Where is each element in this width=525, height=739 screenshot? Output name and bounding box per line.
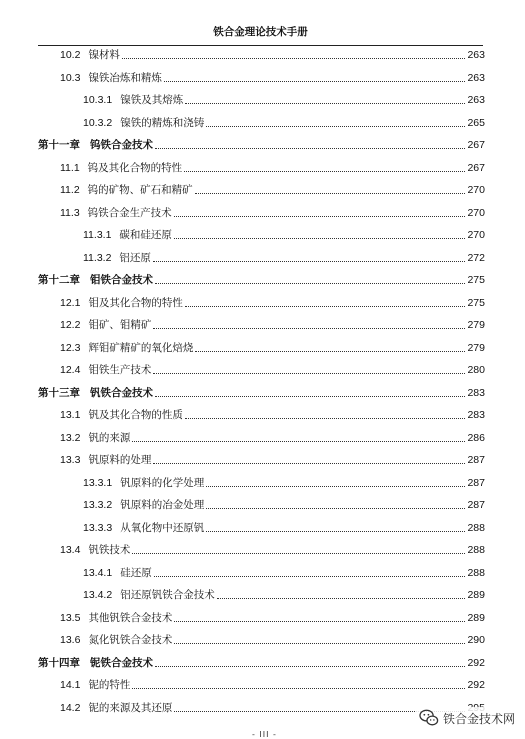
toc-chapter-row[interactable]	[38, 652, 485, 675]
toc-page-number: 267	[467, 161, 485, 174]
toc-page-number: 270	[467, 229, 485, 241]
toc-entry-title: 钨铁合金技术	[90, 139, 153, 151]
dot-leader	[155, 282, 465, 284]
page-number-mark: - III -	[252, 730, 277, 739]
toc-page-number: 263	[467, 94, 485, 106]
toc-entry-number: 13.3.2	[83, 499, 113, 511]
dot-leader	[155, 665, 465, 667]
toc-entry-row[interactable]	[38, 202, 485, 225]
dot-leader	[164, 80, 466, 82]
toc-entry-number: 13.4.1	[83, 566, 113, 579]
dot-leader	[206, 485, 465, 487]
toc-entry-title: 钒铁合金技术	[90, 386, 153, 399]
toc-entry-title: 钒原料的处理	[88, 454, 152, 466]
dot-leader	[195, 192, 466, 194]
toc-entry-number: 13.2	[60, 431, 81, 444]
toc-page-number: 288	[467, 566, 485, 579]
dot-leader	[174, 642, 465, 644]
toc-entry-title: 从氧化物中还原钒	[120, 521, 205, 534]
toc-entry-title: 钨及其化合物的特性	[87, 161, 183, 174]
wechat-icon	[419, 709, 439, 727]
toc-page-number: 290	[467, 634, 485, 646]
toc-entry-title: 钨铁合金生产技术	[87, 206, 172, 219]
toc-entry-title: 镍铁的精炼和浇铸	[120, 116, 205, 129]
toc-entry-row[interactable]	[38, 562, 485, 585]
toc-entry-number: 14.2	[60, 701, 81, 714]
toc-entry-title: 硅还原	[120, 566, 152, 579]
toc-entry-title: 镍铁冶炼和精炼	[88, 71, 162, 84]
toc-entry-title: 钼铁合金技术	[90, 274, 153, 286]
dot-leader	[154, 575, 466, 577]
toc-page-number: 270	[467, 206, 485, 219]
toc-chapter-row[interactable]	[38, 382, 485, 405]
toc-entry-number: 第十三章	[38, 386, 80, 399]
dot-leader	[217, 597, 466, 599]
toc-entry-number: 第十一章	[38, 139, 80, 151]
toc-page-number: 263	[467, 49, 485, 61]
toc-page-number: 289	[467, 611, 485, 624]
toc-page-number: 275	[467, 296, 485, 309]
toc-entry-number: 14.1	[60, 679, 81, 691]
toc-page-number: 279	[467, 319, 485, 331]
dot-leader	[206, 530, 465, 532]
toc-page-number: 280	[467, 364, 485, 376]
dot-leader	[153, 260, 466, 262]
toc-page-number: 287	[467, 499, 485, 511]
toc-page-number: 287	[467, 454, 485, 466]
dot-leader	[195, 350, 465, 352]
toc-entry-row[interactable]	[38, 674, 485, 697]
toc-entry-row[interactable]	[38, 539, 485, 562]
toc-entry-number: 11.3.1	[83, 229, 112, 241]
toc-entry-row[interactable]	[38, 224, 485, 247]
toc-entry-title: 氮化钒铁合金技术	[88, 634, 173, 646]
toc-entry-row[interactable]	[38, 337, 485, 360]
toc-entry-number: 13.1	[60, 409, 81, 421]
toc-entry-row[interactable]	[38, 607, 485, 630]
toc-chapter-row[interactable]	[38, 269, 485, 292]
toc-entry-title: 铝还原	[119, 251, 151, 264]
toc-page-number: 286	[467, 431, 485, 444]
toc-entry-number: 13.6	[60, 634, 81, 646]
toc-entry-row[interactable]	[38, 472, 485, 495]
dot-leader	[185, 102, 465, 104]
watermark-text: 铁合金技术网	[442, 711, 515, 726]
toc-chapter-row[interactable]	[38, 134, 485, 157]
toc-page-number: 265	[467, 116, 485, 129]
dot-leader	[122, 57, 466, 59]
dot-leader	[174, 237, 466, 239]
toc-entry-row[interactable]	[38, 89, 485, 112]
toc-entry-title: 镍材料	[88, 49, 120, 61]
toc-entry-title: 钒的来源	[88, 431, 131, 444]
toc-entry-number: 11.3.2	[83, 251, 112, 264]
toc-entry-row[interactable]	[38, 449, 485, 472]
toc-entry-title: 钒及其化合物的性质	[88, 409, 183, 421]
toc-entry-title: 钼及其化合物的特性	[88, 296, 183, 309]
toc-entry-title: 钒铁技术	[88, 544, 131, 556]
dot-leader	[174, 215, 466, 217]
toc-entry-number: 13.3.1	[83, 476, 113, 489]
toc-entry-title: 铌铁合金技术	[90, 656, 153, 669]
dot-leader	[185, 305, 466, 307]
toc-entry-row[interactable]	[38, 247, 485, 270]
dot-leader	[174, 620, 465, 622]
toc-entry-row[interactable]	[38, 404, 485, 427]
toc-entry-row[interactable]	[38, 157, 485, 180]
toc-page-number: 283	[467, 409, 485, 421]
toc-entry-title: 铝还原钒铁合金技术	[120, 589, 215, 601]
toc-entry-number: 13.4	[60, 544, 81, 556]
toc-entry-title: 钒原料的化学处理	[120, 476, 205, 489]
toc-page-number: 279	[467, 341, 485, 354]
toc-entry-number: 12.1	[60, 296, 81, 309]
page-header	[38, 24, 483, 46]
toc-entry-number: 12.2	[60, 319, 81, 331]
toc-entry-title: 辉钼矿精矿的氧化焙烧	[88, 341, 194, 354]
dot-leader	[153, 372, 465, 374]
toc-page-number: 263	[467, 71, 485, 84]
toc-entry-row[interactable]	[38, 67, 485, 90]
page-header-title: 铁合金理论技术手册	[213, 26, 308, 38]
dot-leader	[155, 147, 465, 149]
toc-entry-number: 13.3	[60, 454, 81, 466]
toc-entry-title: 钼铁生产技术	[88, 364, 152, 376]
toc-page-number: 288	[467, 544, 485, 556]
toc-entry-row[interactable]	[38, 494, 485, 517]
toc-entry-row[interactable]	[38, 112, 485, 135]
toc-entry-number: 11.1	[60, 161, 80, 174]
toc-entry-row[interactable]	[38, 517, 485, 540]
dot-leader	[132, 440, 465, 442]
toc-entry-row[interactable]	[38, 359, 485, 382]
toc-entry-number: 第十四章	[38, 656, 80, 669]
toc-entry-title: 碳和硅还原	[119, 229, 172, 241]
toc-page-number: 270	[467, 184, 485, 196]
toc-page-number: 272	[467, 251, 485, 264]
toc-entry-title: 镍铁及其熔炼	[120, 94, 184, 106]
toc-page-number: 283	[467, 386, 485, 399]
toc-page-number: 292	[467, 679, 485, 691]
dot-leader	[153, 462, 465, 464]
dot-leader	[185, 417, 466, 419]
toc-entry-row[interactable]	[38, 427, 485, 450]
toc-entry-row[interactable]	[38, 314, 485, 337]
toc-entry-title: 钒原料的冶金处理	[120, 499, 205, 511]
dot-leader	[206, 507, 465, 509]
toc-page-number: 292	[467, 656, 485, 669]
toc-page-number: 275	[467, 274, 485, 286]
toc-entry-number: 12.3	[60, 341, 81, 354]
toc-entry-row[interactable]	[38, 44, 485, 67]
toc-page-number: 287	[467, 476, 485, 489]
toc-entry-number: 10.2	[60, 49, 81, 61]
toc-entry-number: 13.5	[60, 611, 81, 624]
table-of-contents	[38, 44, 485, 719]
toc-entry-title: 铌的特性	[88, 679, 131, 691]
toc-entry-number: 10.3	[60, 71, 81, 84]
toc-entry-title: 铌的来源及其还原	[88, 701, 173, 714]
dot-leader	[132, 687, 465, 689]
toc-entry-number: 10.3.1	[83, 94, 113, 106]
toc-entry-row[interactable]	[38, 179, 485, 202]
dot-leader	[132, 552, 465, 554]
toc-entry-title: 钼矿、钼精矿	[88, 319, 152, 331]
dot-leader	[153, 327, 465, 329]
toc-entry-row[interactable]	[38, 584, 485, 607]
toc-entry-number: 10.3.2	[83, 116, 113, 129]
toc-entry-number: 11.3	[60, 206, 80, 219]
toc-entry-number: 13.3.3	[83, 521, 113, 534]
dot-leader	[155, 395, 465, 397]
watermark	[415, 707, 519, 729]
toc-entry-number: 13.4.2	[83, 589, 113, 601]
toc-entry-row[interactable]	[38, 629, 485, 652]
toc-entry-title: 其他钒铁合金技术	[88, 611, 173, 624]
toc-entry-number: 12.4	[60, 364, 81, 376]
toc-page-number: 267	[467, 139, 485, 151]
dot-leader	[184, 170, 465, 172]
dot-leader	[206, 125, 465, 127]
toc-entry-number: 第十二章	[38, 274, 80, 286]
toc-entry-number: 11.2	[60, 184, 80, 196]
toc-entry-title: 钨的矿物、矿石和精矿	[87, 184, 193, 196]
toc-page-number: 289	[467, 589, 485, 601]
toc-entry-row[interactable]	[38, 292, 485, 315]
toc-page-number: 288	[467, 521, 485, 534]
